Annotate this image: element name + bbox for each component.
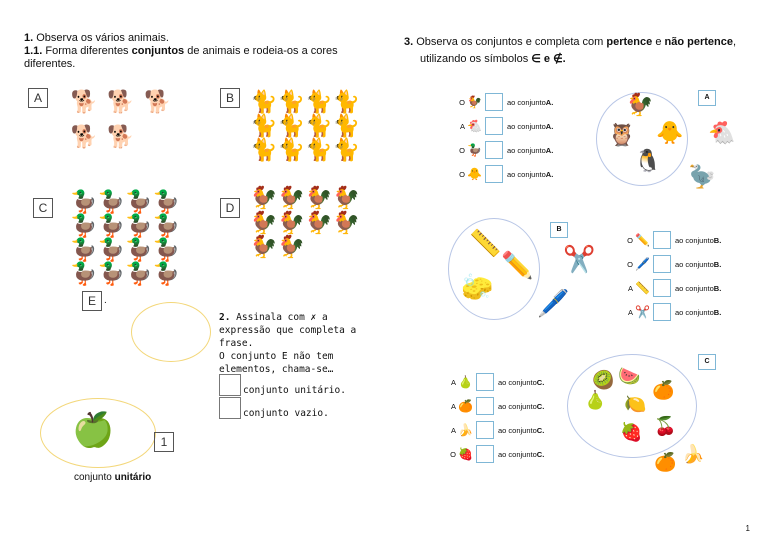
q1-sub-bold: conjuntos xyxy=(131,45,185,57)
row-set-name: C. xyxy=(536,401,545,411)
question-2 xyxy=(219,311,379,376)
rooster-icon: 🐓 xyxy=(250,234,278,260)
option-vazio-label: conjunto vazio. xyxy=(243,408,329,419)
row-letter: O xyxy=(627,259,633,269)
symbol-answer-box[interactable] xyxy=(653,279,671,297)
rooster-icon: 🐓 xyxy=(250,209,278,235)
symbol-answer-box[interactable] xyxy=(653,255,671,273)
member-icon: 🐧 xyxy=(634,148,662,173)
row-text: ao conjunto xyxy=(507,145,546,155)
group-b-row xyxy=(623,278,721,298)
member-icon: 🐥 xyxy=(656,120,684,145)
q2-line-3: elementos, chama-se… xyxy=(219,364,334,375)
option-unitario-label: conjunto unitário. xyxy=(243,385,346,396)
rooster-icon: 🐓 xyxy=(332,185,360,210)
option-unitario-checkbox[interactable] xyxy=(219,374,241,396)
set-label-d: D xyxy=(220,198,240,218)
row-set-name: A. xyxy=(545,145,554,155)
duck-icon: 🦆 xyxy=(125,213,153,238)
row-text: ao conjunto xyxy=(498,377,537,387)
symbol-answer-box[interactable] xyxy=(476,421,494,439)
rooster-icon: 🐓 xyxy=(277,185,305,210)
row-set-name: C. xyxy=(536,449,545,459)
row-letter: A xyxy=(459,121,465,131)
member-icon: 🦤 xyxy=(688,164,716,189)
question-1-header xyxy=(24,32,354,71)
member-icon: 🍉 xyxy=(618,366,641,386)
dog-icon: 🐕 xyxy=(107,124,135,149)
row-set-name: B. xyxy=(713,235,722,245)
cat-icon: 🐈 xyxy=(250,89,278,114)
member-icon: 🍌 xyxy=(682,444,705,464)
row-letter: O xyxy=(459,97,465,107)
dog-icon: 🐕 xyxy=(70,124,99,149)
q3-bold-nao-pertence: não pertence xyxy=(664,36,733,48)
group-a-row xyxy=(455,164,553,184)
group-c-members xyxy=(580,364,720,474)
row-letter: A xyxy=(450,425,456,435)
symbol-answer-box[interactable] xyxy=(476,445,494,463)
set-d-animals[interactable] xyxy=(250,186,360,260)
duck-icon: 🦆 xyxy=(125,189,153,214)
question-3-header xyxy=(404,34,754,68)
row-letter: O xyxy=(459,169,465,179)
row-text: ao conjunto xyxy=(675,307,714,317)
symbol-answer-box[interactable] xyxy=(476,373,494,391)
row-set-name: B. xyxy=(713,283,722,293)
member-icon: 🐓 xyxy=(626,92,654,117)
row-set-name: A. xyxy=(545,169,554,179)
symbol-answer-box[interactable] xyxy=(485,165,503,183)
group-c-row xyxy=(446,396,544,416)
row-letter: A xyxy=(627,283,633,293)
item-icon: ✂️ xyxy=(635,305,650,319)
q3-symbols: ∈ e ∉. xyxy=(531,53,566,65)
cat-icon: 🐈 xyxy=(305,113,333,138)
unitary-caption xyxy=(74,472,151,483)
group-a-tag: A xyxy=(698,90,716,106)
member-icon: 🍓 xyxy=(620,422,643,442)
member-icon: 🍒 xyxy=(654,416,677,436)
rooster-icon: 🐓 xyxy=(305,209,333,235)
row-set-name: B. xyxy=(713,259,722,269)
dog-icon: 🐕 xyxy=(107,89,135,114)
member-icon: 🍊 xyxy=(654,452,677,472)
item-icon: 🍌 xyxy=(458,423,473,437)
symbol-answer-box[interactable] xyxy=(485,141,503,159)
row-text: ao conjunto xyxy=(507,121,546,131)
row-text: ao conjunto xyxy=(498,449,537,459)
row-letter: A xyxy=(450,401,456,411)
group-c-rows xyxy=(446,372,544,468)
cat-icon: 🐈 xyxy=(277,137,305,162)
q3-text-a: Observa os conjuntos e completa com xyxy=(413,36,607,48)
q1-sub-text-a: Forma diferentes xyxy=(42,45,132,57)
q3-bold-pertence: pertence xyxy=(606,36,653,48)
rooster-icon: 🐓 xyxy=(250,185,278,210)
symbol-answer-box[interactable] xyxy=(653,303,671,321)
duck-icon: 🦆 xyxy=(70,213,98,238)
item-icon: ✏️ xyxy=(635,233,650,247)
group-c-row xyxy=(446,372,544,392)
cat-icon: 🐈 xyxy=(277,89,305,114)
row-text: ao conjunto xyxy=(498,425,537,435)
group-a-rows xyxy=(455,92,553,188)
group-b-row xyxy=(623,230,721,250)
item-icon: 🐥 xyxy=(467,167,482,181)
row-text: ao conjunto xyxy=(675,283,714,293)
row-set-name: A. xyxy=(545,121,554,131)
item-icon: 🦆 xyxy=(467,143,482,157)
member-icon: 🦉 xyxy=(608,122,636,147)
group-b-members xyxy=(455,224,605,324)
row-text: ao conjunto xyxy=(498,401,537,411)
group-b-row xyxy=(623,302,721,322)
q2-line-2: O conjunto E não tem xyxy=(219,351,334,362)
q3-line-2: utilizando os símbolos xyxy=(420,53,532,65)
cat-icon: 🐈 xyxy=(332,137,360,162)
row-set-name: C. xyxy=(536,425,545,435)
row-text: ao conjunto xyxy=(675,235,714,245)
q1-sub-number: 1.1. xyxy=(24,45,43,57)
item-icon: 🍐 xyxy=(458,375,473,389)
member-icon: 🍐 xyxy=(584,390,607,410)
set-label-b: B xyxy=(220,88,240,108)
group-c-row xyxy=(446,444,544,464)
group-c-row xyxy=(446,420,544,440)
q3-number: 3. xyxy=(404,36,414,48)
rooster-icon: 🐓 xyxy=(332,209,360,235)
q3-text-b: e xyxy=(652,36,665,48)
member-icon: 🐔 xyxy=(708,120,736,145)
member-icon: ✏️ xyxy=(501,250,534,280)
unitary-caption-text: conjunto xyxy=(74,472,115,483)
set-b-animals[interactable] xyxy=(250,89,360,162)
group-a-row xyxy=(455,116,553,136)
item-icon: 🐓 xyxy=(467,95,482,109)
duck-icon: 🦆 xyxy=(152,213,180,238)
symbol-answer-box[interactable] xyxy=(653,231,671,249)
group-b-row xyxy=(623,254,721,274)
row-set-name: C. xyxy=(536,377,545,387)
unitary-count-label: 1 xyxy=(154,432,174,452)
duck-icon: 🦆 xyxy=(152,237,180,262)
duck-icon: 🦆 xyxy=(97,213,125,238)
cat-icon: 🐈 xyxy=(250,113,278,138)
member-icon: 🧽 xyxy=(461,272,494,302)
row-set-name: B. xyxy=(713,307,722,317)
duck-icon: 🦆 xyxy=(152,261,180,286)
row-letter: O xyxy=(627,235,633,245)
empty-set-ellipse xyxy=(131,302,211,362)
set-label-c: C xyxy=(33,198,53,218)
member-icon: 📏 xyxy=(469,228,502,258)
q3-text-c: , xyxy=(732,36,737,48)
page-number: 1 xyxy=(745,524,750,533)
row-text: ao conjunto xyxy=(507,97,546,107)
row-letter: O xyxy=(450,449,456,459)
group-a-row xyxy=(455,92,553,112)
row-letter: A xyxy=(627,307,633,317)
group-a-row xyxy=(455,140,553,160)
q2-number: 2. xyxy=(219,312,231,323)
duck-icon: 🦆 xyxy=(152,189,180,214)
option-vazio-checkbox[interactable] xyxy=(219,397,241,419)
duck-icon: 🦆 xyxy=(97,189,125,214)
row-letter: A xyxy=(450,377,456,387)
q1-number: 1. xyxy=(24,32,34,44)
symbol-answer-box[interactable] xyxy=(485,93,503,111)
q1-sub-text-b: de animais e rodeia-os a cores diferentes. xyxy=(24,45,338,70)
cat-icon: 🐈 xyxy=(305,137,333,162)
symbol-answer-box[interactable] xyxy=(476,397,494,415)
unitary-caption-bold: unitário xyxy=(114,472,152,483)
group-a-members xyxy=(600,88,760,208)
cat-icon: 🐈 xyxy=(332,113,360,138)
set-label-a: A xyxy=(28,88,48,108)
set-label-e: E xyxy=(82,291,102,311)
cat-icon: 🐈 xyxy=(305,89,333,114)
set-a-animals[interactable] xyxy=(66,90,176,160)
q1-title: Observa os vários animais. xyxy=(33,32,169,44)
item-icon: 🐔 xyxy=(467,119,482,133)
set-c-animals[interactable] xyxy=(70,189,180,286)
item-icon: 🍊 xyxy=(458,399,473,413)
group-b-tag: B xyxy=(550,222,568,238)
duck-icon: 🦆 xyxy=(70,189,98,214)
dog-icon: 🐕 xyxy=(70,89,99,114)
duck-icon: 🦆 xyxy=(125,237,153,262)
member-icon: 🖊️ xyxy=(537,288,570,318)
row-text: ao conjunto xyxy=(507,169,546,179)
set-e-dot: . xyxy=(104,295,107,306)
item-icon: 📏 xyxy=(635,281,650,295)
rooster-icon: 🐓 xyxy=(305,185,333,210)
cat-icon: 🐈 xyxy=(250,137,278,162)
member-icon: 🥝 xyxy=(592,370,615,390)
member-icon: 🍊 xyxy=(652,380,675,400)
item-icon: 🍓 xyxy=(458,447,473,461)
duck-icon: 🦆 xyxy=(125,261,153,286)
duck-icon: 🦆 xyxy=(97,261,125,286)
row-text: ao conjunto xyxy=(675,259,714,269)
item-icon: 🖊️ xyxy=(635,257,650,271)
cat-icon: 🐈 xyxy=(332,89,360,114)
duck-icon: 🦆 xyxy=(70,237,98,262)
q2-text: Assinala com ✗ a expressão que completa a frase. xyxy=(219,312,357,349)
rooster-icon: 🐓 xyxy=(277,209,305,235)
rooster-icon: 🐓 xyxy=(277,234,305,260)
symbol-answer-box[interactable] xyxy=(485,117,503,135)
row-set-name: A. xyxy=(545,97,554,107)
duck-icon: 🦆 xyxy=(97,237,125,262)
cat-icon: 🐈 xyxy=(277,113,305,138)
apple-icon: 🍏 xyxy=(72,411,115,449)
member-icon: 🍋 xyxy=(624,394,647,414)
duck-icon: 🦆 xyxy=(70,261,98,286)
group-b-rows xyxy=(623,230,721,326)
member-icon: ✂️ xyxy=(563,244,596,274)
group-c-tag: C xyxy=(698,354,716,370)
dog-icon: 🐕 xyxy=(143,89,172,114)
row-letter: O xyxy=(459,145,465,155)
